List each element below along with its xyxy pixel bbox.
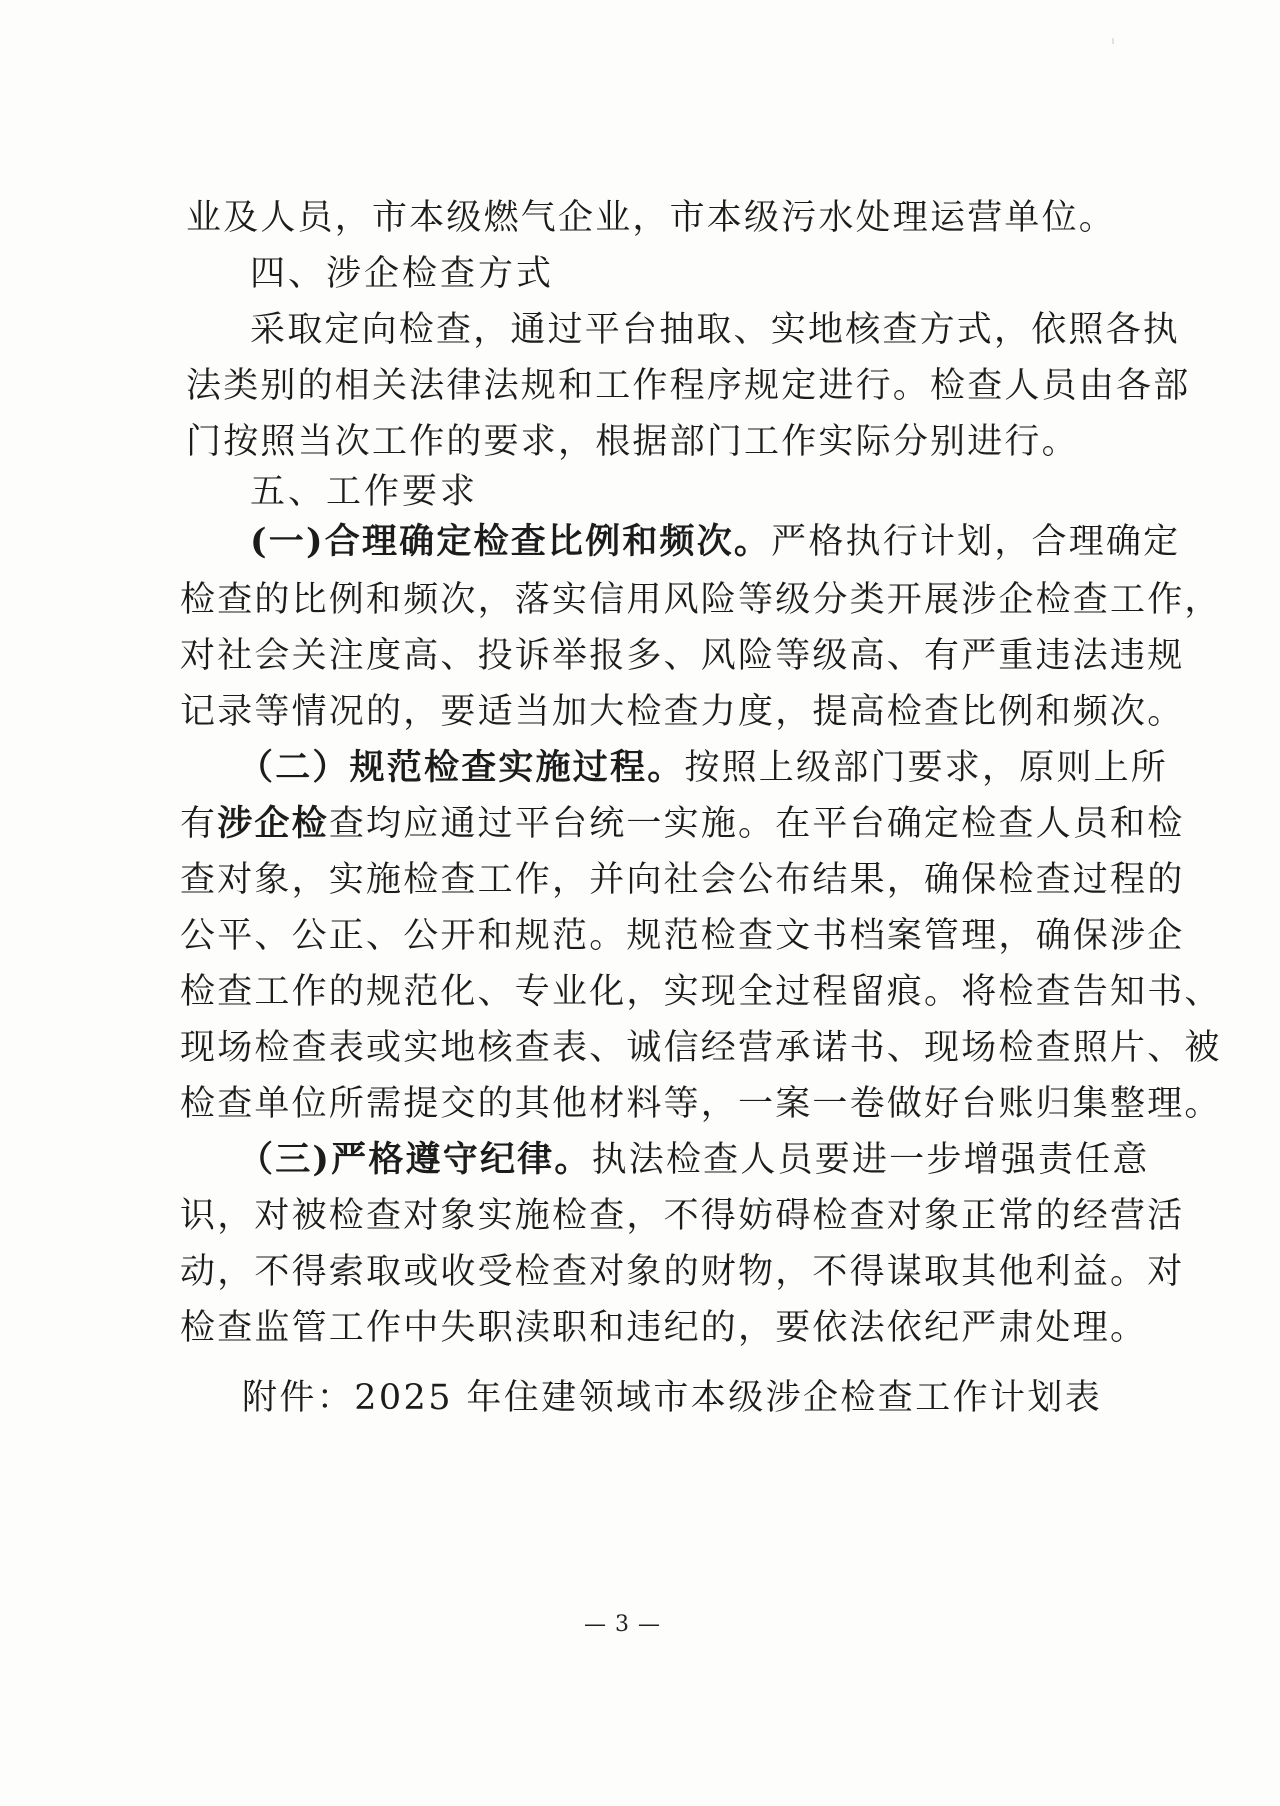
subsection-2-line xyxy=(238,746,1168,790)
body-line-5: 门按照当次工作的要求，根据部门工作实际分别进行。 xyxy=(186,422,1079,462)
body-line-3: 采取定向检查，通过平台抽取、实地核查方式，依照各执 xyxy=(250,310,1181,350)
page-number: — 3 — xyxy=(584,1612,661,1637)
body-line-17: 检查单位所需提交的其他材料等，一案一卷做好台账归集整理。 xyxy=(180,1084,1222,1124)
body-line-12-prefix: 有 xyxy=(180,804,218,844)
subsection-1-title: (一)合理确定检查比例和频次。 xyxy=(250,521,772,562)
subsection-2-text: 按照上级部门要求，原则上所 xyxy=(684,748,1169,788)
body-line-19: 识，对被检查对象实施检查，不得妨碍检查对象正常的经营活 xyxy=(180,1196,1185,1236)
body-line-20: 动，不得索取或收受检查对象的财物，不得谋取其他利益。对 xyxy=(180,1252,1185,1292)
subsection-1-text: 严格执行计划，合理确定 xyxy=(771,522,1181,562)
body-line-14: 公平、公正、公开和规范。规范检查文书档案管理，确保涉企 xyxy=(180,916,1185,956)
body-line-12-bold: 涉企检 xyxy=(217,803,329,844)
body-line-21: 检查监管工作中失职渎职和违纪的，要依法依纪严肃处理。 xyxy=(180,1308,1148,1348)
body-line-1: 业及人员，市本级燃气企业，市本级污水处理运营单位。 xyxy=(186,198,1117,238)
body-line-10: 记录等情况的，要适当加大检查力度，提高检查比例和频次。 xyxy=(180,692,1185,732)
section-heading-4: 四、涉企检查方式 xyxy=(250,254,555,294)
body-line-13: 查对象，实施检查工作，并向社会公布结果，确保检查过程的 xyxy=(180,860,1185,900)
attachment-line: 附件：2025 年住建领域市本级涉企检查工作计划表 xyxy=(242,1378,1103,1418)
subsection-1-line xyxy=(250,520,1180,564)
body-line-12-text: 查均应通过平台统一实施。在平台确定检查人员和检 xyxy=(328,804,1185,844)
subsection-3-line xyxy=(238,1138,1150,1182)
subsection-3-title: （三)严格遵守纪律。 xyxy=(238,1139,592,1180)
body-line-4: 法类别的相关法律法规和工作程序规定进行。检查人员由各部 xyxy=(186,366,1191,406)
body-line-12 xyxy=(180,802,1184,846)
section-heading-5: 五、工作要求 xyxy=(250,472,479,512)
subsection-3-text: 执法检查人员要进一步增强责任意 xyxy=(591,1140,1150,1180)
body-line-15: 检查工作的规范化、专业化，实现全过程留痕。将检查告知书、 xyxy=(180,972,1222,1012)
body-line-8: 检查的比例和频次，落实信用风险等级分类开展涉企检查工作， xyxy=(180,580,1222,620)
subsection-2-title: （二）规范检查实施过程。 xyxy=(238,747,685,788)
body-line-16: 现场检查表或实地核查表、诚信经营承诺书、现场检查照片、被 xyxy=(180,1028,1222,1068)
scan-mark xyxy=(1112,38,1114,44)
body-line-9: 对社会关注度高、投诉举报多、风险等级高、有严重违法违规 xyxy=(180,636,1185,676)
